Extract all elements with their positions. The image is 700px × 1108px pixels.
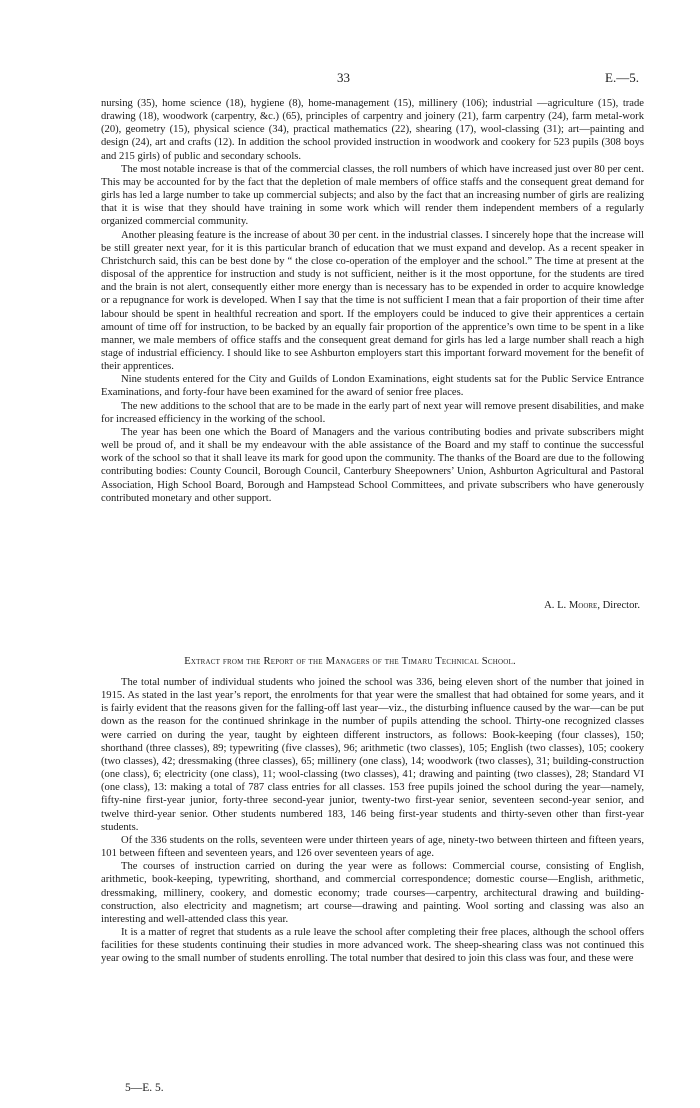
page-header [0, 70, 700, 88]
paragraph: The new additions to the school that are to be made in the early part of next year will remove present disabilities, and make for increased efficiency in the working of the school. [101, 400, 644, 425]
paragraph: The total number of individual students who joined the school was 336, being eleven short of the number that joined in 1915. As stated in the last year’s report, the enrolments for that year were the smallest that had obtained for some years, and it is fairly evident that the reasons given for the falling-off last year—viz., the disturbing influence caused by the war—can be put down as the reason for the continued shrinkage in the number of pupils attending the school. Thirty-one recognized classes were carried on during the year, taught by eighteen different instructors, as follows: Book-keeping (four classes), 150; shorthand (three classes), 89; typewriting (five classes), 96; arithmetic (two classes), 105; English (two classes), 105; cookery (two classes), 42; dressmaking (three classes), 65; millinery (one class), 14; woodwork (two classes), 31; building-construction (one class), 6; electricity (one class), 11; wool-classing (two classes), 41; drawing and painting (two classes), 28; Standard VI (one class), 13: making a total of 787 class entries for all classes. 153 free pupils joined the school during the year—namely, fifty-nine first-year junior, forty-three second-year junior, twenty-two first-year senior, seventeen second-year senior, and twelve third-year senior. Other students numbered 183, 146 being first-year students and thirty-seven other than first-year students. [101, 677, 644, 833]
paragraph: The courses of instruction carried on during the year were as follows: Commercial course, consisting of English, arithmetic, book-keeping, typewriting, shorthand, and commercial correspondence; domestic course—English, arithmetic, dressmaking, millinery, cookery, and domestic economy; trade courses—carpentry, architectural drawing and building-construction, also electricity and magnetism; art course—drawing and painting. Wool sorting and classing was also an interesting and well-attended class this year. [101, 861, 644, 925]
page-number: 33 [337, 70, 350, 85]
paragraph: The year has been one which the Board of Managers and the various contributing bodies and private subscribers might well be proud of, and it shall be my endeavour with the able assistance of the Board and my staff to continue the successful work of the school so that it shall leave its mark for good upon the community. The thanks of the Board are due to the following contributing bodies: County Council, Borough Council, Canterbury Sheepowners’ Union, Ashburton Agricultural and Pastoral Association, High School Board, Borough and Hampstead School Committees, and private subscribers who have generously contributed monetary and other support. [101, 426, 644, 504]
section-heading: Extract from the Report of the Managers of the Timaru Technical School. [184, 656, 516, 667]
director-signature [544, 600, 640, 611]
signature-mark: 5—E. 5. [125, 1082, 164, 1094]
paragraph: It is a matter of regret that students as a rule leave the school after completing their free places, although the school offers facilities for these students continuing their studies in more advanced work. The sheep-shearing class was not continued this year owing to the small number of students enrolling. The total number that desired to join this class was four, and these were [101, 926, 644, 965]
paragraph: nursing (35), home science (18), hygiene (8), home-management (15), millinery (106); industrial —agriculture (15), trade drawing (18), woodwork (carpentry, &c.) (65), principles of carpentry and joinery (21), farm carpentry (24), farm metal-work (20), geometry (15), physical science (34), practical mathematics (22), shearing (17), wool-classing (31); art—painting and design (24), art and crafts (12). In addition the school provided instruction in woodwork and cookery for 523 pupils (308 boys and 215 girls) of public and secondary schools. [101, 98, 644, 162]
ashburton-report-body [101, 97, 644, 505]
page-reference: E.—5. [605, 70, 639, 85]
timaru-report-body [101, 676, 644, 965]
paragraph: The most notable increase is that of the commercial classes, the roll numbers of which have increased just over 80 per cent. This may be accounted for by the fact that the depletion of male members of office staffs and the consequent great demand for girls has led a large number to take up commercial subjects; and also by the fact that an increasing number of girls are realizing that it is wise that they should have training in some work which will render them independent members of a regularly organized commercial community. [101, 163, 644, 228]
paragraph: Another pleasing feature is the increase of about 30 per cent. in the industrial classes. I sincerely hope that the increase will be still greater next year, for it is this particular branch of education that we must expand and develop. As a recent speaker in Christchurch said, this can be best done by “ the close co-operation of the employer and the school.” The time at present at the disposal of the apprentice for instruction and study is not sufficient, neither is it the most opportune, for the students are tired and the brain is not alert, consequently either more energy than is necessary has to be expended in order to acquire knowledge or a repugnance for work is developed. When I say that the time is not sufficient I mean that a fair proportion of their time after labour should be spent in healthful recreation and sport. If the employers could be induced to give their apprentices a certain amount of time off for instruction, to be backed by an equally fair proportion of the apprentice’s own time to be spent in a like manner, we male members of office staffs and the consequent great demand for girls has led a large number shall reach a high stage of industrial efficiency. I should like to see Ashburton employers start this important forward movement for the benefit of their apprentices. [101, 229, 644, 373]
signature-title: , Director. [597, 600, 640, 611]
paragraph: Of the 336 students on the rolls, seventeen were under thirteen years of age, ninety-two between thirteen and fifteen years, 101 between fifteen and seventeen years, and 126 over seventeen years of age. [101, 834, 644, 860]
signature-name: A. L. Moore [544, 600, 598, 611]
paragraph: Nine students entered for the City and Guilds of London Examinations, eight students sat for the Public Service Entrance Examinations, and forty-four have been examined for the award of senior free places. [101, 374, 644, 399]
